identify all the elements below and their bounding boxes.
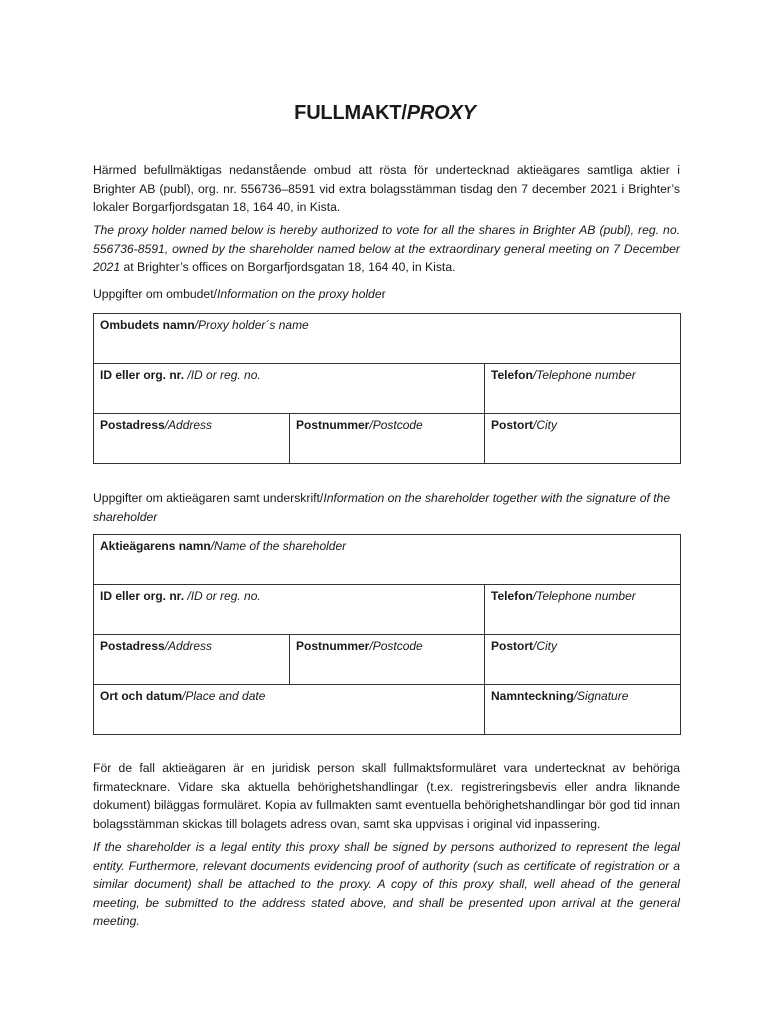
intro-swedish: Härmed befullmäktigas nedanstående ombud att rösta för undertecknad aktieägares samtliga aktier i Brighter AB (publ), org. nr. 556736–8591 vid extra bolagsstämman tisdag den 7 december 2021 i Brighter’s lokaler Borgarfjordsgatan 18, 164 40, in Kista.	[93, 163, 680, 215]
shareholder-postcode-label-en: /Postcode	[369, 639, 423, 653]
proxy-city-label-sv: Postort	[491, 418, 533, 432]
shareholder-address-label-en: /Address	[164, 639, 213, 653]
shareholder-label-en: Information on the shareholder together with the signature of the shareholder	[93, 491, 671, 524]
shareholder-table	[93, 534, 681, 735]
proxy-section-label	[93, 285, 683, 304]
shareholder-section-label	[93, 489, 683, 526]
title-italic: PROXY	[406, 102, 476, 124]
shareholder-name-label-sv: Aktieägarens namn	[100, 539, 211, 553]
proxy-id-label-sv: ID eller org. nr.	[100, 368, 188, 382]
intro-english-italic: The proxy holder named below is hereby authorized to vote for all the shares in Brighter AB (publ), reg. no. 556736-8591, owned by the shareholder named below at the extraordinary general meeting on 7 December 2021	[93, 223, 680, 275]
signature-label-sv: Namnteckning	[491, 689, 574, 703]
shareholder-label-sv: Uppgifter om aktieägaren samt underskrift/	[93, 491, 324, 505]
shareholder-city-label-sv: Postort	[491, 639, 533, 653]
proxy-label-sv: Uppgifter om ombudet/	[93, 287, 217, 301]
proxy-phone-label-sv: Telefon	[491, 368, 533, 382]
proxy-label-tail: r	[381, 287, 386, 301]
place-date-label-en: /Place and date	[182, 689, 266, 703]
shareholder-city-field[interactable]	[485, 635, 681, 685]
proxy-holder-table	[93, 313, 681, 464]
place-date-field[interactable]	[94, 685, 485, 735]
proxy-name-label-en: /Proxy holder´s name	[194, 318, 309, 332]
shareholder-phone-label-sv: Telefon	[491, 589, 533, 603]
proxy-postcode-label-sv: Postnummer	[296, 418, 370, 432]
shareholder-phone-field[interactable]	[485, 585, 681, 635]
proxy-postcode-field[interactable]	[290, 414, 485, 464]
intro-english-upright: at Brighter’s offices on Borgarfjordsgatan 18, 164 40, in Kista.	[120, 260, 456, 275]
place-date-label-sv: Ort och datum	[100, 689, 183, 703]
proxy-address-label-en: /Address	[164, 418, 213, 432]
shareholder-address-label-sv: Postadress	[100, 639, 165, 653]
proxy-label-en: Information on the proxy holde	[216, 287, 382, 301]
title-main: FULLMAKT/	[294, 102, 407, 124]
shareholder-postcode-label-sv: Postnummer	[296, 639, 370, 653]
shareholder-id-label-en: /ID or reg. no.	[187, 589, 261, 603]
shareholder-phone-label-en: /Telephone number	[532, 589, 636, 603]
shareholder-address-field[interactable]	[94, 635, 290, 685]
intro-english	[93, 221, 680, 277]
proxy-id-field[interactable]	[94, 364, 485, 414]
shareholder-postcode-field[interactable]	[290, 635, 485, 685]
legal-entity-swedish: För de fall aktieägaren är en juridisk person skall fullmaktsformuläret vara undertecknat av behöriga firmatecknare. Vidare ska aktuella behörighetshandlingar (t.ex. registreringsbevis eller andra liknande dokument) biläggas formuläret. Kopia av fullmakten samt eventuella behörighetshandlingar bör god tid innan bolagsstämman skickas till bolagets adress ovan, samt ska uppvisas i original vid inpassering.	[93, 761, 680, 831]
signature-label-en: /Signature	[573, 689, 629, 703]
shareholder-id-label-sv: ID eller org. nr.	[100, 589, 188, 603]
proxy-address-label-sv: Postadress	[100, 418, 165, 432]
shareholder-id-field[interactable]	[94, 585, 485, 635]
shareholder-city-label-en: /City	[533, 639, 557, 653]
signature-field[interactable]	[485, 685, 681, 735]
proxy-address-field[interactable]	[94, 414, 290, 464]
proxy-city-field[interactable]	[485, 414, 681, 464]
proxy-city-label-en: /City	[533, 418, 557, 432]
proxy-name-label-sv: Ombudets namn	[100, 318, 195, 332]
legal-entity-english: If the shareholder is a legal entity this proxy shall be signed by persons authorized to represent the legal entity. Furthermore, relevant documents evidencing proof of authority (such as certificate of registration or a similar document) shall be attached to the proxy. A copy of this proxy shall, well ahead of the general meeting, be submitted to the address stated above, and shall be presented upon arrival at the general meeting.	[93, 840, 680, 929]
page-title	[0, 102, 770, 125]
shareholder-name-label-en: /Name of the shareholder	[210, 539, 347, 553]
proxy-name-field[interactable]	[94, 314, 681, 364]
proxy-id-label-en: /ID or reg. no.	[187, 368, 261, 382]
proxy-phone-field[interactable]	[485, 364, 681, 414]
shareholder-name-field[interactable]	[94, 535, 681, 585]
proxy-postcode-label-en: /Postcode	[369, 418, 423, 432]
proxy-phone-label-en: /Telephone number	[532, 368, 636, 382]
